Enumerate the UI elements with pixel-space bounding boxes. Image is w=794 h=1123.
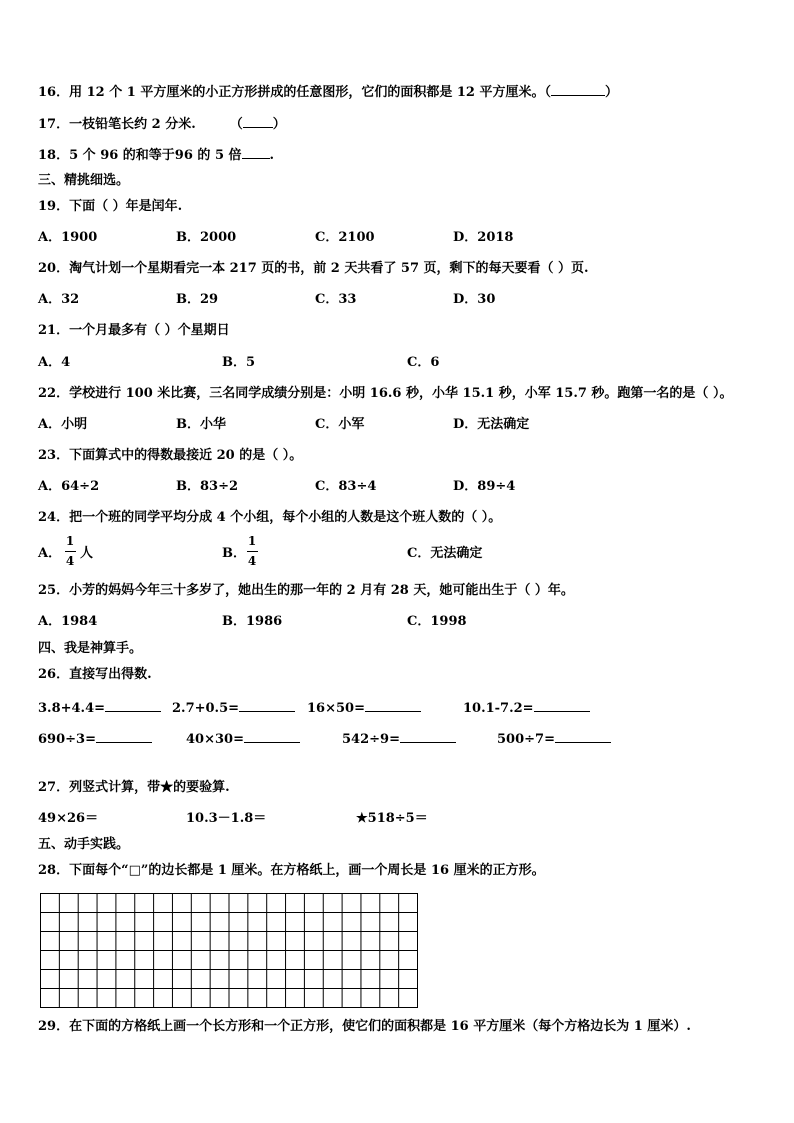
section-3-heading: 三、精挑细选。: [38, 173, 130, 188]
question-16: 16．用 12 个 1 平方厘米的小正方形拼成的任意图形，它们的面积都是 12 平方厘米。（ ）: [38, 82, 618, 102]
answer-blank[interactable]: [244, 729, 300, 743]
question-29-text: 29．在下面的方格纸上画一个长方形和一个正方形，使它们的面积都是 16 平方厘米（每个方格边长为 1 厘米）.: [38, 1019, 691, 1034]
option-d[interactable]: D．89÷4: [453, 479, 516, 494]
answer-blank[interactable]: [96, 729, 152, 743]
option-c[interactable]: C．1998: [407, 614, 467, 629]
calc-item: 40×30=: [186, 729, 300, 749]
option-d[interactable]: D．无法确定: [453, 417, 530, 432]
section-5-heading: 五、动手实践。: [38, 837, 130, 852]
vertical-calc-item: ★518÷5＝: [356, 811, 428, 826]
option-c[interactable]: C．2100: [315, 230, 375, 245]
calc-item: 2.7+0.5=: [172, 698, 295, 718]
question-22-text: 22．学校进行 100 米比赛，三名同学成绩分别是：小明 16.6 秒，小华 15.1 秒，小军 15.7 秒。跑第一名的是（ ）。: [38, 386, 733, 401]
answer-blank[interactable]: [555, 729, 611, 743]
answer-blank[interactable]: [243, 114, 273, 128]
option-a[interactable]: A．小明: [38, 417, 88, 432]
calc-item: 10.1-7.2=: [463, 698, 590, 718]
option-c[interactable]: C．小军: [315, 417, 365, 432]
option-b[interactable]: B．小华: [176, 417, 226, 432]
question-23-text: 23．下面算式中的得数最接近 20 的是（ ）。: [38, 448, 303, 463]
fraction-bar: [65, 551, 76, 552]
vertical-calc-item: 10.3－1.8＝: [186, 811, 267, 826]
answer-blank[interactable]: [105, 698, 161, 712]
option-a[interactable]: A．32: [38, 292, 80, 307]
option-b[interactable]: B．5: [222, 355, 256, 370]
question-28-text: 28．下面每个“□”的边长都是 1 厘米。在方格纸上，画一个周长是 16 厘米的正方形。: [38, 863, 545, 878]
fraction-denominator: 4: [65, 554, 75, 568]
fraction-denominator: 4: [247, 554, 257, 568]
question-17: 17．一枝铅笔长约 2 分米. （ ）: [38, 114, 286, 134]
question-18-text: 18．5 个 96 的和等于96 的 5 倍: [38, 148, 242, 163]
question-19-text: 19．下面（ ）年是闰年.: [38, 199, 183, 214]
question-24-text: 24．把一个班的同学平均分成 4 个小组，每个小组的人数是这个班人数的（ ）。: [38, 510, 502, 525]
calc-item: 3.8+4.4=: [38, 698, 161, 718]
answer-blank[interactable]: [365, 698, 421, 712]
section-4-heading: 四、我是神算手。: [38, 641, 143, 656]
question-26-text: 26．直接写出得数.: [38, 667, 152, 682]
answer-blank[interactable]: [534, 698, 590, 712]
question-25-text: 25．小芳的妈妈今年三十多岁了，她出生的那一年的 2 月有 28 天，她可能出生于（ ）年。: [38, 583, 574, 598]
option-a[interactable]: A．64÷2: [38, 479, 100, 494]
option-b[interactable]: B．1986: [222, 614, 283, 629]
option-c[interactable]: C．6: [407, 355, 440, 370]
answer-blank[interactable]: [239, 698, 295, 712]
option-c[interactable]: C．83÷4: [315, 479, 377, 494]
answer-blank[interactable]: [551, 82, 605, 96]
calc-item: 542÷9=: [342, 729, 456, 749]
option-b[interactable]: B．: [222, 546, 246, 561]
option-b[interactable]: B．29: [176, 292, 219, 307]
option-c[interactable]: C．无法确定: [407, 546, 483, 561]
question-27-text: 27．列竖式计算，带★的要验算.: [38, 780, 230, 795]
question-20-text: 20．淘气计划一个星期看完一本 217 页的书，前 2 天共看了 57 页，剩下的每天要看（ ）页.: [38, 261, 589, 276]
calc-item: 500÷7=: [497, 729, 611, 749]
vertical-calc-item: 49×26＝: [38, 811, 99, 826]
question-21-text: 21．一个月最多有（ ）个星期日: [38, 323, 230, 338]
option-d[interactable]: D．2018: [453, 230, 514, 245]
square-grid-paper[interactable]: [40, 893, 418, 1008]
option-b[interactable]: B．83÷2: [176, 479, 239, 494]
question-16-text: 16．用 12 个 1 平方厘米的小正方形拼成的任意图形，它们的面积都是 12 平方厘米。（: [38, 85, 551, 100]
option-b[interactable]: B．2000: [176, 230, 237, 245]
fraction-numerator: 1: [247, 534, 257, 548]
option-c[interactable]: C．33: [315, 292, 357, 307]
calc-item: 690÷3=: [38, 729, 152, 749]
fraction-numerator: 1: [65, 534, 75, 548]
answer-blank[interactable]: [400, 729, 456, 743]
option-a[interactable]: A．4: [38, 355, 71, 370]
option-a[interactable]: A．: [38, 546, 62, 561]
option-a[interactable]: A．1984: [38, 614, 98, 629]
question-17-text: 17．一枝铅笔长约 2 分米.: [38, 117, 196, 132]
option-a-unit: 人: [80, 546, 94, 561]
question-18: 18．5 个 96 的和等于96 的 5 倍 .: [38, 145, 274, 165]
option-d[interactable]: D．30: [453, 292, 496, 307]
option-a[interactable]: A．1900: [38, 230, 98, 245]
fraction-bar: [247, 551, 258, 552]
calc-item: 16×50=: [307, 698, 421, 718]
answer-blank[interactable]: [242, 145, 270, 159]
